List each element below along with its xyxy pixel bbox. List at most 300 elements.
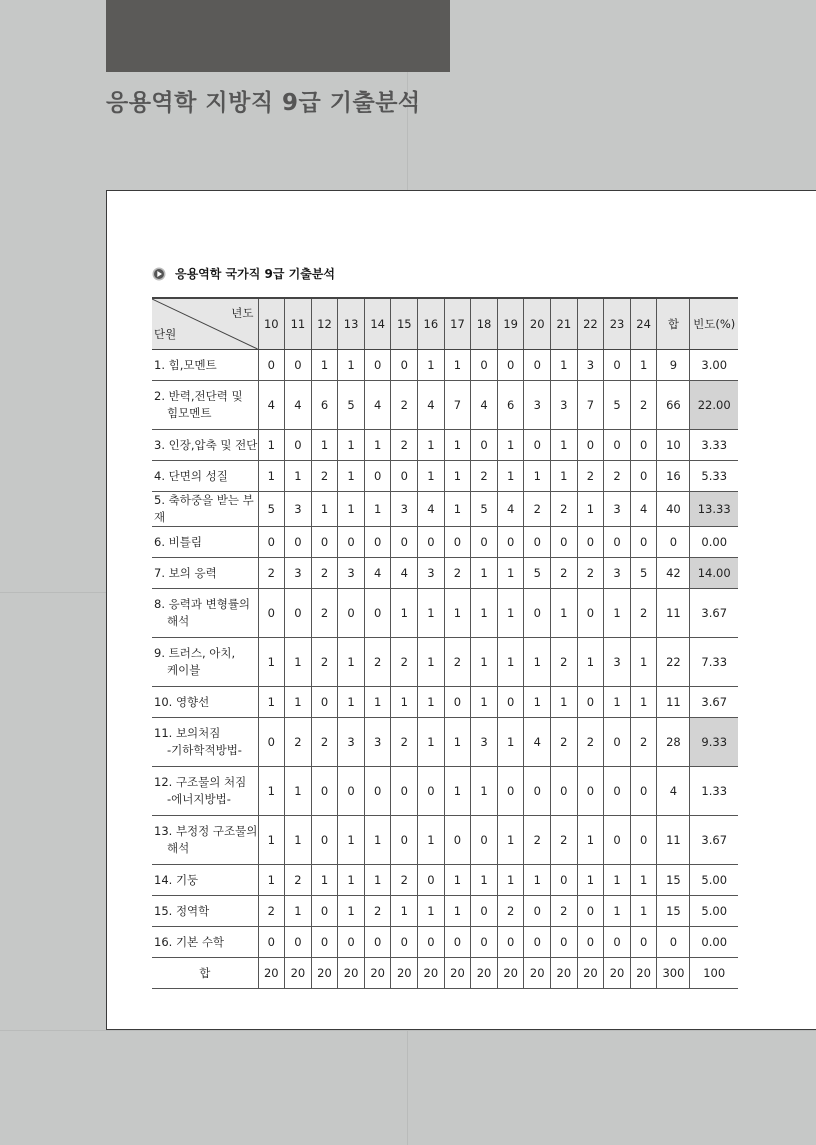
count-cell: 1 bbox=[630, 638, 657, 687]
year-header: 12 bbox=[311, 298, 338, 350]
count-cell: 0 bbox=[285, 430, 312, 461]
freq-cell: 5.00 bbox=[690, 896, 738, 927]
year-header: 19 bbox=[497, 298, 524, 350]
count-cell: 3 bbox=[418, 558, 445, 589]
sum-cell: 9 bbox=[657, 350, 690, 381]
section-heading bbox=[152, 265, 335, 282]
count-cell: 0 bbox=[604, 527, 631, 558]
count-cell: 0 bbox=[311, 687, 338, 718]
count-cell: 1 bbox=[418, 687, 445, 718]
count-cell: 1 bbox=[577, 492, 604, 527]
count-cell: 3 bbox=[551, 381, 578, 430]
count-cell: 6 bbox=[311, 381, 338, 430]
count-cell: 1 bbox=[258, 865, 285, 896]
total-cell: 20 bbox=[391, 958, 418, 989]
table-body bbox=[152, 350, 738, 958]
count-cell: 1 bbox=[630, 350, 657, 381]
count-cell: 1 bbox=[524, 638, 551, 687]
count-cell: 0 bbox=[285, 350, 312, 381]
total-cell: 20 bbox=[577, 958, 604, 989]
freq-cell: 5.33 bbox=[690, 461, 738, 492]
table-row bbox=[152, 896, 738, 927]
page-title: 응용역학 지방직 9급 기출분석 bbox=[106, 90, 421, 116]
count-cell: 0 bbox=[285, 589, 312, 638]
count-cell: 0 bbox=[524, 350, 551, 381]
total-sum: 300 bbox=[657, 958, 690, 989]
count-cell: 1 bbox=[551, 350, 578, 381]
count-cell: 2 bbox=[311, 718, 338, 767]
count-cell: 2 bbox=[285, 718, 312, 767]
year-header: 15 bbox=[391, 298, 418, 350]
unit-label: -에너지방법- bbox=[167, 792, 231, 806]
count-cell: 1 bbox=[285, 687, 312, 718]
count-cell: 3 bbox=[604, 492, 631, 527]
count-cell: 1 bbox=[418, 350, 445, 381]
count-cell: 2 bbox=[311, 589, 338, 638]
count-cell: 0 bbox=[285, 927, 312, 958]
count-cell: 5 bbox=[604, 381, 631, 430]
count-cell: 2 bbox=[630, 589, 657, 638]
count-cell: 2 bbox=[258, 558, 285, 589]
unit-cell bbox=[152, 896, 258, 927]
unit-label: 15. 정역학 bbox=[154, 903, 210, 918]
total-freq: 100 bbox=[690, 958, 738, 989]
count-cell: 0 bbox=[497, 527, 524, 558]
count-cell: 0 bbox=[471, 816, 498, 865]
unit-label: 힘모멘트 bbox=[167, 406, 212, 420]
count-cell: 1 bbox=[444, 430, 471, 461]
total-cell: 20 bbox=[524, 958, 551, 989]
unit-label: 해석 bbox=[167, 841, 190, 855]
count-cell: 1 bbox=[524, 865, 551, 896]
year-header: 11 bbox=[285, 298, 312, 350]
count-cell: 0 bbox=[577, 430, 604, 461]
count-cell: 2 bbox=[551, 638, 578, 687]
freq-cell: 9.33 bbox=[690, 718, 738, 767]
count-cell: 1 bbox=[338, 350, 365, 381]
count-cell: 1 bbox=[364, 865, 391, 896]
count-cell: 1 bbox=[497, 718, 524, 767]
total-row bbox=[152, 958, 738, 989]
unit-label: 3. 인장,압축 및 전단 bbox=[154, 437, 258, 452]
count-cell: 4 bbox=[285, 381, 312, 430]
count-cell: 0 bbox=[577, 767, 604, 816]
count-cell: 3 bbox=[577, 350, 604, 381]
unit-label: 4. 단면의 성질 bbox=[154, 468, 228, 483]
count-cell: 4 bbox=[364, 381, 391, 430]
corner-year-label: 년도 bbox=[231, 306, 254, 320]
total-label: 합 bbox=[152, 958, 258, 989]
year-header: 13 bbox=[338, 298, 365, 350]
table-row bbox=[152, 381, 738, 430]
unit-cell bbox=[152, 430, 258, 461]
table-row bbox=[152, 687, 738, 718]
count-cell: 1 bbox=[524, 461, 551, 492]
freq-cell: 14.00 bbox=[690, 558, 738, 589]
count-cell: 1 bbox=[338, 430, 365, 461]
count-cell: 0 bbox=[311, 927, 338, 958]
freq-cell: 3.67 bbox=[690, 816, 738, 865]
count-cell: 0 bbox=[444, 927, 471, 958]
count-cell: 0 bbox=[364, 927, 391, 958]
count-cell: 1 bbox=[497, 430, 524, 461]
count-cell: 0 bbox=[604, 430, 631, 461]
unit-cell bbox=[152, 927, 258, 958]
freq-cell: 5.00 bbox=[690, 865, 738, 896]
sum-cell: 22 bbox=[657, 638, 690, 687]
count-cell: 1 bbox=[364, 430, 391, 461]
unit-label: 해석 bbox=[167, 614, 190, 628]
count-cell: 0 bbox=[364, 767, 391, 816]
count-cell: 2 bbox=[630, 718, 657, 767]
year-header: 22 bbox=[577, 298, 604, 350]
corner-unit-label: 단원 bbox=[154, 327, 177, 341]
count-cell: 0 bbox=[364, 589, 391, 638]
count-cell: 0 bbox=[497, 767, 524, 816]
count-cell: 2 bbox=[524, 492, 551, 527]
unit-label: 11. 보의처짐 bbox=[154, 726, 221, 740]
count-cell: 1 bbox=[444, 350, 471, 381]
count-cell: 0 bbox=[524, 589, 551, 638]
section-heading-text: 응용역학 국가직 9급 기출분석 bbox=[175, 267, 335, 281]
count-cell: 1 bbox=[471, 558, 498, 589]
count-cell: 2 bbox=[577, 461, 604, 492]
count-cell: 2 bbox=[551, 896, 578, 927]
table-row bbox=[152, 492, 738, 527]
unit-cell bbox=[152, 638, 258, 687]
count-cell: 1 bbox=[258, 461, 285, 492]
unit-cell bbox=[152, 816, 258, 865]
count-cell: 0 bbox=[630, 430, 657, 461]
sum-cell: 40 bbox=[657, 492, 690, 527]
count-cell: 3 bbox=[391, 492, 418, 527]
background-divider bbox=[0, 1030, 816, 1031]
count-cell: 1 bbox=[444, 492, 471, 527]
count-cell: 1 bbox=[285, 638, 312, 687]
table-row bbox=[152, 430, 738, 461]
count-cell: 1 bbox=[551, 461, 578, 492]
count-cell: 0 bbox=[391, 350, 418, 381]
count-cell: 2 bbox=[364, 896, 391, 927]
count-cell: 0 bbox=[258, 527, 285, 558]
table-row bbox=[152, 865, 738, 896]
count-cell: 4 bbox=[471, 381, 498, 430]
count-cell: 4 bbox=[497, 492, 524, 527]
unit-label: 8. 응력과 변형률의 bbox=[154, 597, 251, 611]
count-cell: 1 bbox=[285, 767, 312, 816]
count-cell: 1 bbox=[551, 589, 578, 638]
count-cell: 3 bbox=[471, 718, 498, 767]
sum-cell: 11 bbox=[657, 816, 690, 865]
total-cell: 20 bbox=[497, 958, 524, 989]
count-cell: 1 bbox=[444, 461, 471, 492]
year-header: 17 bbox=[444, 298, 471, 350]
total-cell: 20 bbox=[285, 958, 312, 989]
freq-cell: 0.00 bbox=[690, 927, 738, 958]
count-cell: 0 bbox=[551, 865, 578, 896]
count-cell: 4 bbox=[630, 492, 657, 527]
count-cell: 0 bbox=[258, 718, 285, 767]
sum-cell: 0 bbox=[657, 927, 690, 958]
freq-cell: 3.67 bbox=[690, 687, 738, 718]
count-cell: 1 bbox=[391, 589, 418, 638]
sum-cell: 11 bbox=[657, 589, 690, 638]
count-cell: 1 bbox=[497, 461, 524, 492]
count-cell: 0 bbox=[630, 927, 657, 958]
count-cell: 0 bbox=[524, 430, 551, 461]
count-cell: 0 bbox=[418, 767, 445, 816]
count-cell: 1 bbox=[577, 865, 604, 896]
count-cell: 1 bbox=[418, 589, 445, 638]
sum-cell: 16 bbox=[657, 461, 690, 492]
freq-cell: 13.33 bbox=[690, 492, 738, 527]
count-cell: 1 bbox=[444, 718, 471, 767]
count-cell: 4 bbox=[418, 492, 445, 527]
sum-cell: 10 bbox=[657, 430, 690, 461]
total-cell: 20 bbox=[338, 958, 365, 989]
unit-label: 2. 반력,전단력 및 bbox=[154, 389, 243, 403]
unit-cell bbox=[152, 350, 258, 381]
count-cell: 0 bbox=[604, 350, 631, 381]
count-cell: 1 bbox=[338, 461, 365, 492]
count-cell: 4 bbox=[258, 381, 285, 430]
freq-cell: 3.33 bbox=[690, 430, 738, 461]
count-cell: 5 bbox=[524, 558, 551, 589]
count-cell: 1 bbox=[551, 430, 578, 461]
count-cell: 2 bbox=[391, 430, 418, 461]
unit-cell bbox=[152, 492, 258, 527]
count-cell: 1 bbox=[418, 638, 445, 687]
year-header: 20 bbox=[524, 298, 551, 350]
count-cell: 1 bbox=[285, 816, 312, 865]
count-cell: 0 bbox=[630, 767, 657, 816]
count-cell: 0 bbox=[364, 350, 391, 381]
count-cell: 2 bbox=[551, 718, 578, 767]
count-cell: 0 bbox=[524, 527, 551, 558]
count-cell: 2 bbox=[364, 638, 391, 687]
count-cell: 2 bbox=[551, 558, 578, 589]
count-cell: 0 bbox=[630, 816, 657, 865]
unit-cell bbox=[152, 558, 258, 589]
count-cell: 6 bbox=[497, 381, 524, 430]
count-cell: 1 bbox=[311, 350, 338, 381]
count-cell: 2 bbox=[391, 638, 418, 687]
count-cell: 1 bbox=[258, 816, 285, 865]
count-cell: 0 bbox=[364, 461, 391, 492]
count-cell: 4 bbox=[524, 718, 551, 767]
count-cell: 3 bbox=[338, 718, 365, 767]
count-cell: 0 bbox=[524, 896, 551, 927]
count-cell: 0 bbox=[471, 350, 498, 381]
table-row bbox=[152, 461, 738, 492]
count-cell: 0 bbox=[604, 816, 631, 865]
count-cell: 2 bbox=[551, 492, 578, 527]
count-cell: 0 bbox=[285, 527, 312, 558]
count-cell: 1 bbox=[258, 638, 285, 687]
count-cell: 3 bbox=[524, 381, 551, 430]
unit-cell bbox=[152, 767, 258, 816]
unit-label: 16. 기본 수학 bbox=[154, 934, 225, 949]
count-cell: 0 bbox=[338, 927, 365, 958]
sum-cell: 42 bbox=[657, 558, 690, 589]
year-header: 18 bbox=[471, 298, 498, 350]
table-row bbox=[152, 638, 738, 687]
count-cell: 0 bbox=[311, 816, 338, 865]
count-cell: 1 bbox=[364, 687, 391, 718]
count-cell: 2 bbox=[391, 865, 418, 896]
count-cell: 0 bbox=[577, 896, 604, 927]
count-cell: 2 bbox=[577, 558, 604, 589]
table-row bbox=[152, 558, 738, 589]
unit-label: -기하학적방법- bbox=[167, 743, 242, 757]
count-cell: 0 bbox=[604, 767, 631, 816]
unit-label: 9. 트러스, 아치, bbox=[154, 646, 236, 660]
count-cell: 1 bbox=[338, 865, 365, 896]
count-cell: 1 bbox=[285, 896, 312, 927]
count-cell: 1 bbox=[258, 430, 285, 461]
total-cell: 20 bbox=[258, 958, 285, 989]
table-row bbox=[152, 816, 738, 865]
count-cell: 0 bbox=[391, 461, 418, 492]
freq-cell: 3.67 bbox=[690, 589, 738, 638]
count-cell: 1 bbox=[364, 816, 391, 865]
count-cell: 3 bbox=[604, 558, 631, 589]
count-cell: 1 bbox=[444, 865, 471, 896]
count-cell: 1 bbox=[311, 492, 338, 527]
count-cell: 1 bbox=[338, 638, 365, 687]
count-cell: 2 bbox=[604, 461, 631, 492]
count-cell: 1 bbox=[604, 896, 631, 927]
count-cell: 0 bbox=[524, 767, 551, 816]
count-cell: 0 bbox=[577, 589, 604, 638]
count-cell: 2 bbox=[471, 461, 498, 492]
count-cell: 0 bbox=[524, 927, 551, 958]
count-cell: 0 bbox=[497, 927, 524, 958]
count-cell: 1 bbox=[258, 767, 285, 816]
count-cell: 0 bbox=[391, 527, 418, 558]
count-cell: 2 bbox=[444, 638, 471, 687]
count-cell: 2 bbox=[444, 558, 471, 589]
count-cell: 4 bbox=[391, 558, 418, 589]
count-cell: 0 bbox=[551, 527, 578, 558]
count-cell: 1 bbox=[391, 896, 418, 927]
count-cell: 3 bbox=[285, 492, 312, 527]
count-cell: 1 bbox=[364, 492, 391, 527]
count-cell: 1 bbox=[338, 896, 365, 927]
total-cell: 20 bbox=[364, 958, 391, 989]
count-cell: 3 bbox=[285, 558, 312, 589]
count-cell: 0 bbox=[311, 767, 338, 816]
count-cell: 0 bbox=[418, 927, 445, 958]
count-cell: 1 bbox=[471, 687, 498, 718]
sum-cell: 66 bbox=[657, 381, 690, 430]
count-cell: 1 bbox=[471, 589, 498, 638]
corner-header bbox=[152, 298, 258, 350]
count-cell: 1 bbox=[311, 430, 338, 461]
count-cell: 5 bbox=[258, 492, 285, 527]
count-cell: 1 bbox=[524, 687, 551, 718]
unit-label: 1. 힘,모멘트 bbox=[154, 357, 217, 372]
total-cell: 20 bbox=[604, 958, 631, 989]
count-cell: 0 bbox=[444, 816, 471, 865]
unit-cell bbox=[152, 381, 258, 430]
count-cell: 0 bbox=[418, 865, 445, 896]
count-cell: 1 bbox=[391, 687, 418, 718]
sum-cell: 4 bbox=[657, 767, 690, 816]
count-cell: 0 bbox=[577, 927, 604, 958]
count-cell: 5 bbox=[471, 492, 498, 527]
count-cell: 7 bbox=[577, 381, 604, 430]
count-cell: 1 bbox=[285, 461, 312, 492]
count-cell: 0 bbox=[338, 767, 365, 816]
count-cell: 1 bbox=[444, 589, 471, 638]
table-row bbox=[152, 927, 738, 958]
unit-cell bbox=[152, 687, 258, 718]
count-cell: 0 bbox=[497, 687, 524, 718]
count-cell: 1 bbox=[497, 638, 524, 687]
count-cell: 0 bbox=[577, 527, 604, 558]
unit-cell bbox=[152, 718, 258, 767]
count-cell: 0 bbox=[630, 461, 657, 492]
count-cell: 3 bbox=[338, 558, 365, 589]
content-panel bbox=[106, 190, 816, 1030]
count-cell: 4 bbox=[418, 381, 445, 430]
count-cell: 0 bbox=[497, 350, 524, 381]
table-row bbox=[152, 718, 738, 767]
count-cell: 0 bbox=[391, 767, 418, 816]
count-cell: 3 bbox=[364, 718, 391, 767]
count-cell: 1 bbox=[630, 687, 657, 718]
year-header: 16 bbox=[418, 298, 445, 350]
count-cell: 1 bbox=[497, 589, 524, 638]
count-cell: 1 bbox=[418, 430, 445, 461]
header-block bbox=[106, 0, 450, 72]
count-cell: 0 bbox=[391, 927, 418, 958]
total-cell: 20 bbox=[311, 958, 338, 989]
count-cell: 1 bbox=[444, 767, 471, 816]
count-cell: 0 bbox=[338, 589, 365, 638]
count-cell: 1 bbox=[338, 687, 365, 718]
count-cell: 2 bbox=[391, 381, 418, 430]
count-cell: 0 bbox=[471, 927, 498, 958]
year-header: 21 bbox=[551, 298, 578, 350]
count-cell: 1 bbox=[577, 816, 604, 865]
count-cell: 0 bbox=[604, 927, 631, 958]
count-cell: 1 bbox=[630, 865, 657, 896]
count-cell: 2 bbox=[258, 896, 285, 927]
unit-cell bbox=[152, 527, 258, 558]
count-cell: 1 bbox=[418, 718, 445, 767]
freq-cell: 3.00 bbox=[690, 350, 738, 381]
unit-label: 6. 비틀림 bbox=[154, 534, 202, 549]
freq-cell: 7.33 bbox=[690, 638, 738, 687]
count-cell: 1 bbox=[604, 589, 631, 638]
year-header: 10 bbox=[258, 298, 285, 350]
count-cell: 3 bbox=[604, 638, 631, 687]
count-cell: 0 bbox=[364, 527, 391, 558]
sum-cell: 0 bbox=[657, 527, 690, 558]
total-cell: 20 bbox=[444, 958, 471, 989]
table-header-row bbox=[152, 298, 738, 350]
count-cell: 1 bbox=[604, 687, 631, 718]
count-cell: 1 bbox=[497, 816, 524, 865]
count-cell: 0 bbox=[418, 527, 445, 558]
total-cell: 20 bbox=[418, 958, 445, 989]
count-cell: 1 bbox=[418, 461, 445, 492]
total-cell: 20 bbox=[471, 958, 498, 989]
table-row bbox=[152, 350, 738, 381]
count-cell: 2 bbox=[311, 461, 338, 492]
